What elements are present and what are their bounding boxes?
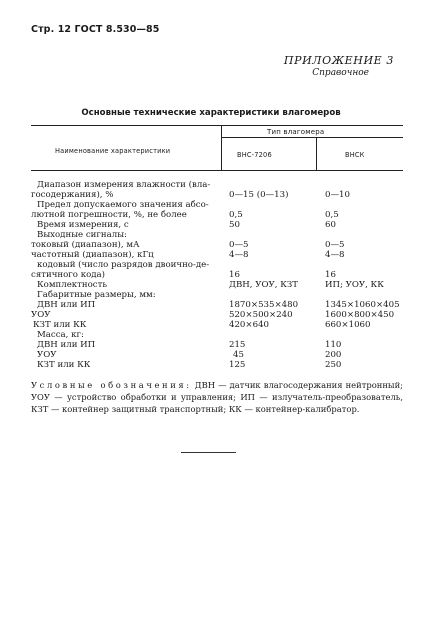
row-value-vns: 0—5 — [229, 240, 249, 250]
table-group-rule — [221, 137, 403, 138]
row-value-vns: ДВН, УОУ, КЗТ — [229, 280, 298, 290]
table-divider-name — [221, 125, 222, 170]
table-header-bottom-rule — [31, 170, 403, 171]
row-value-vnsk: 0,5 — [325, 210, 339, 220]
row-value-vns: 420×640 — [229, 320, 270, 330]
row-value-vnsk: 250 — [325, 360, 342, 370]
appendix-title: ПРИЛОЖЕНИЕ 3 — [283, 54, 394, 67]
page-header: Стр. 12 ГОСТ 8.530—85 — [31, 24, 160, 35]
row-value-vnsk: 110 — [325, 340, 342, 350]
row-name: лютной погрешности, %, не более — [31, 210, 187, 220]
legend-lead: Условные обозначения: — [31, 380, 192, 390]
row-value-vnsk: 4—8 — [325, 250, 345, 260]
row-name: Предел допускаемого значения абсо- — [37, 200, 209, 210]
row-name: Диапазон измерения влажности (вла- — [37, 180, 211, 190]
row-name: сятичного кода) — [31, 270, 106, 280]
row-name: Комплектность — [37, 280, 108, 290]
row-name: токовый (диапазон), мА — [31, 240, 140, 250]
type-group-header: Тип влагомера — [267, 128, 325, 136]
legend-text: ДВН — датчик влагосодержания нейтронный; УОУ — устройство обработки и управления; ИП — излучатель-преобразователь, КЗТ — контейнер защитный транспортный; КК — контейнер-калибратор. — [31, 380, 403, 414]
col-vnsk-header: ВНСК — [345, 151, 365, 159]
table-title: Основные технические характеристики влагомеров — [81, 108, 341, 118]
appendix-subtitle: Справочное — [312, 68, 369, 78]
row-name: Масса, кг: — [37, 330, 84, 340]
row-name: кодовый (число разрядов двоично-де- — [37, 260, 210, 270]
row-value-vns: 125 — [229, 360, 246, 370]
row-name: ДВН или ИП — [37, 340, 96, 350]
row-value-vns: 50 — [229, 220, 240, 230]
row-value-vns: 45 — [233, 350, 244, 360]
row-name: госодержания), % — [31, 190, 114, 200]
row-value-vnsk: 1600×800×450 — [325, 310, 395, 320]
row-value-vns: 0,5 — [229, 210, 243, 220]
row-name: частотный (диапазон), кГц — [31, 250, 154, 260]
row-name: Выходные сигналы: — [37, 230, 127, 240]
row-name: УОУ — [37, 350, 57, 360]
row-value-vnsk: 660×1060 — [325, 320, 371, 330]
table-divider-types — [316, 137, 317, 170]
row-value-vnsk: 16 — [325, 270, 336, 280]
row-value-vns: 520×500×240 — [229, 310, 293, 320]
end-rule — [181, 452, 236, 453]
row-name: КЗТ или КК — [37, 360, 91, 370]
legend-notes — [31, 379, 403, 415]
row-value-vnsk: 0—10 — [325, 190, 350, 200]
row-value-vns: 16 — [229, 270, 240, 280]
row-name: ДВН или ИП — [37, 300, 96, 310]
row-value-vnsk: 200 — [325, 350, 342, 360]
name-column-header: Наименование характеристики — [55, 147, 171, 155]
row-value-vnsk: ИП; УОУ, КК — [325, 280, 384, 290]
table-top-rule — [31, 125, 403, 126]
row-value-vns: 1870×535×480 — [229, 300, 299, 310]
col-vns-header: ВНС-7206 — [237, 151, 272, 159]
row-value-vns: 215 — [229, 340, 246, 350]
row-name: Габаритные размеры, мм: — [37, 290, 156, 300]
row-value-vnsk: 1345×1060×405 — [325, 300, 400, 310]
row-name: Время измерения, с — [37, 220, 129, 230]
row-value-vnsk: 0—5 — [325, 240, 345, 250]
row-value-vns: 0—15 (0—13) — [229, 190, 289, 200]
row-value-vns: 4—8 — [229, 250, 249, 260]
row-name: КЗТ или КК — [33, 320, 87, 330]
row-value-vnsk: 60 — [325, 220, 336, 230]
row-name: УОУ — [31, 310, 51, 320]
